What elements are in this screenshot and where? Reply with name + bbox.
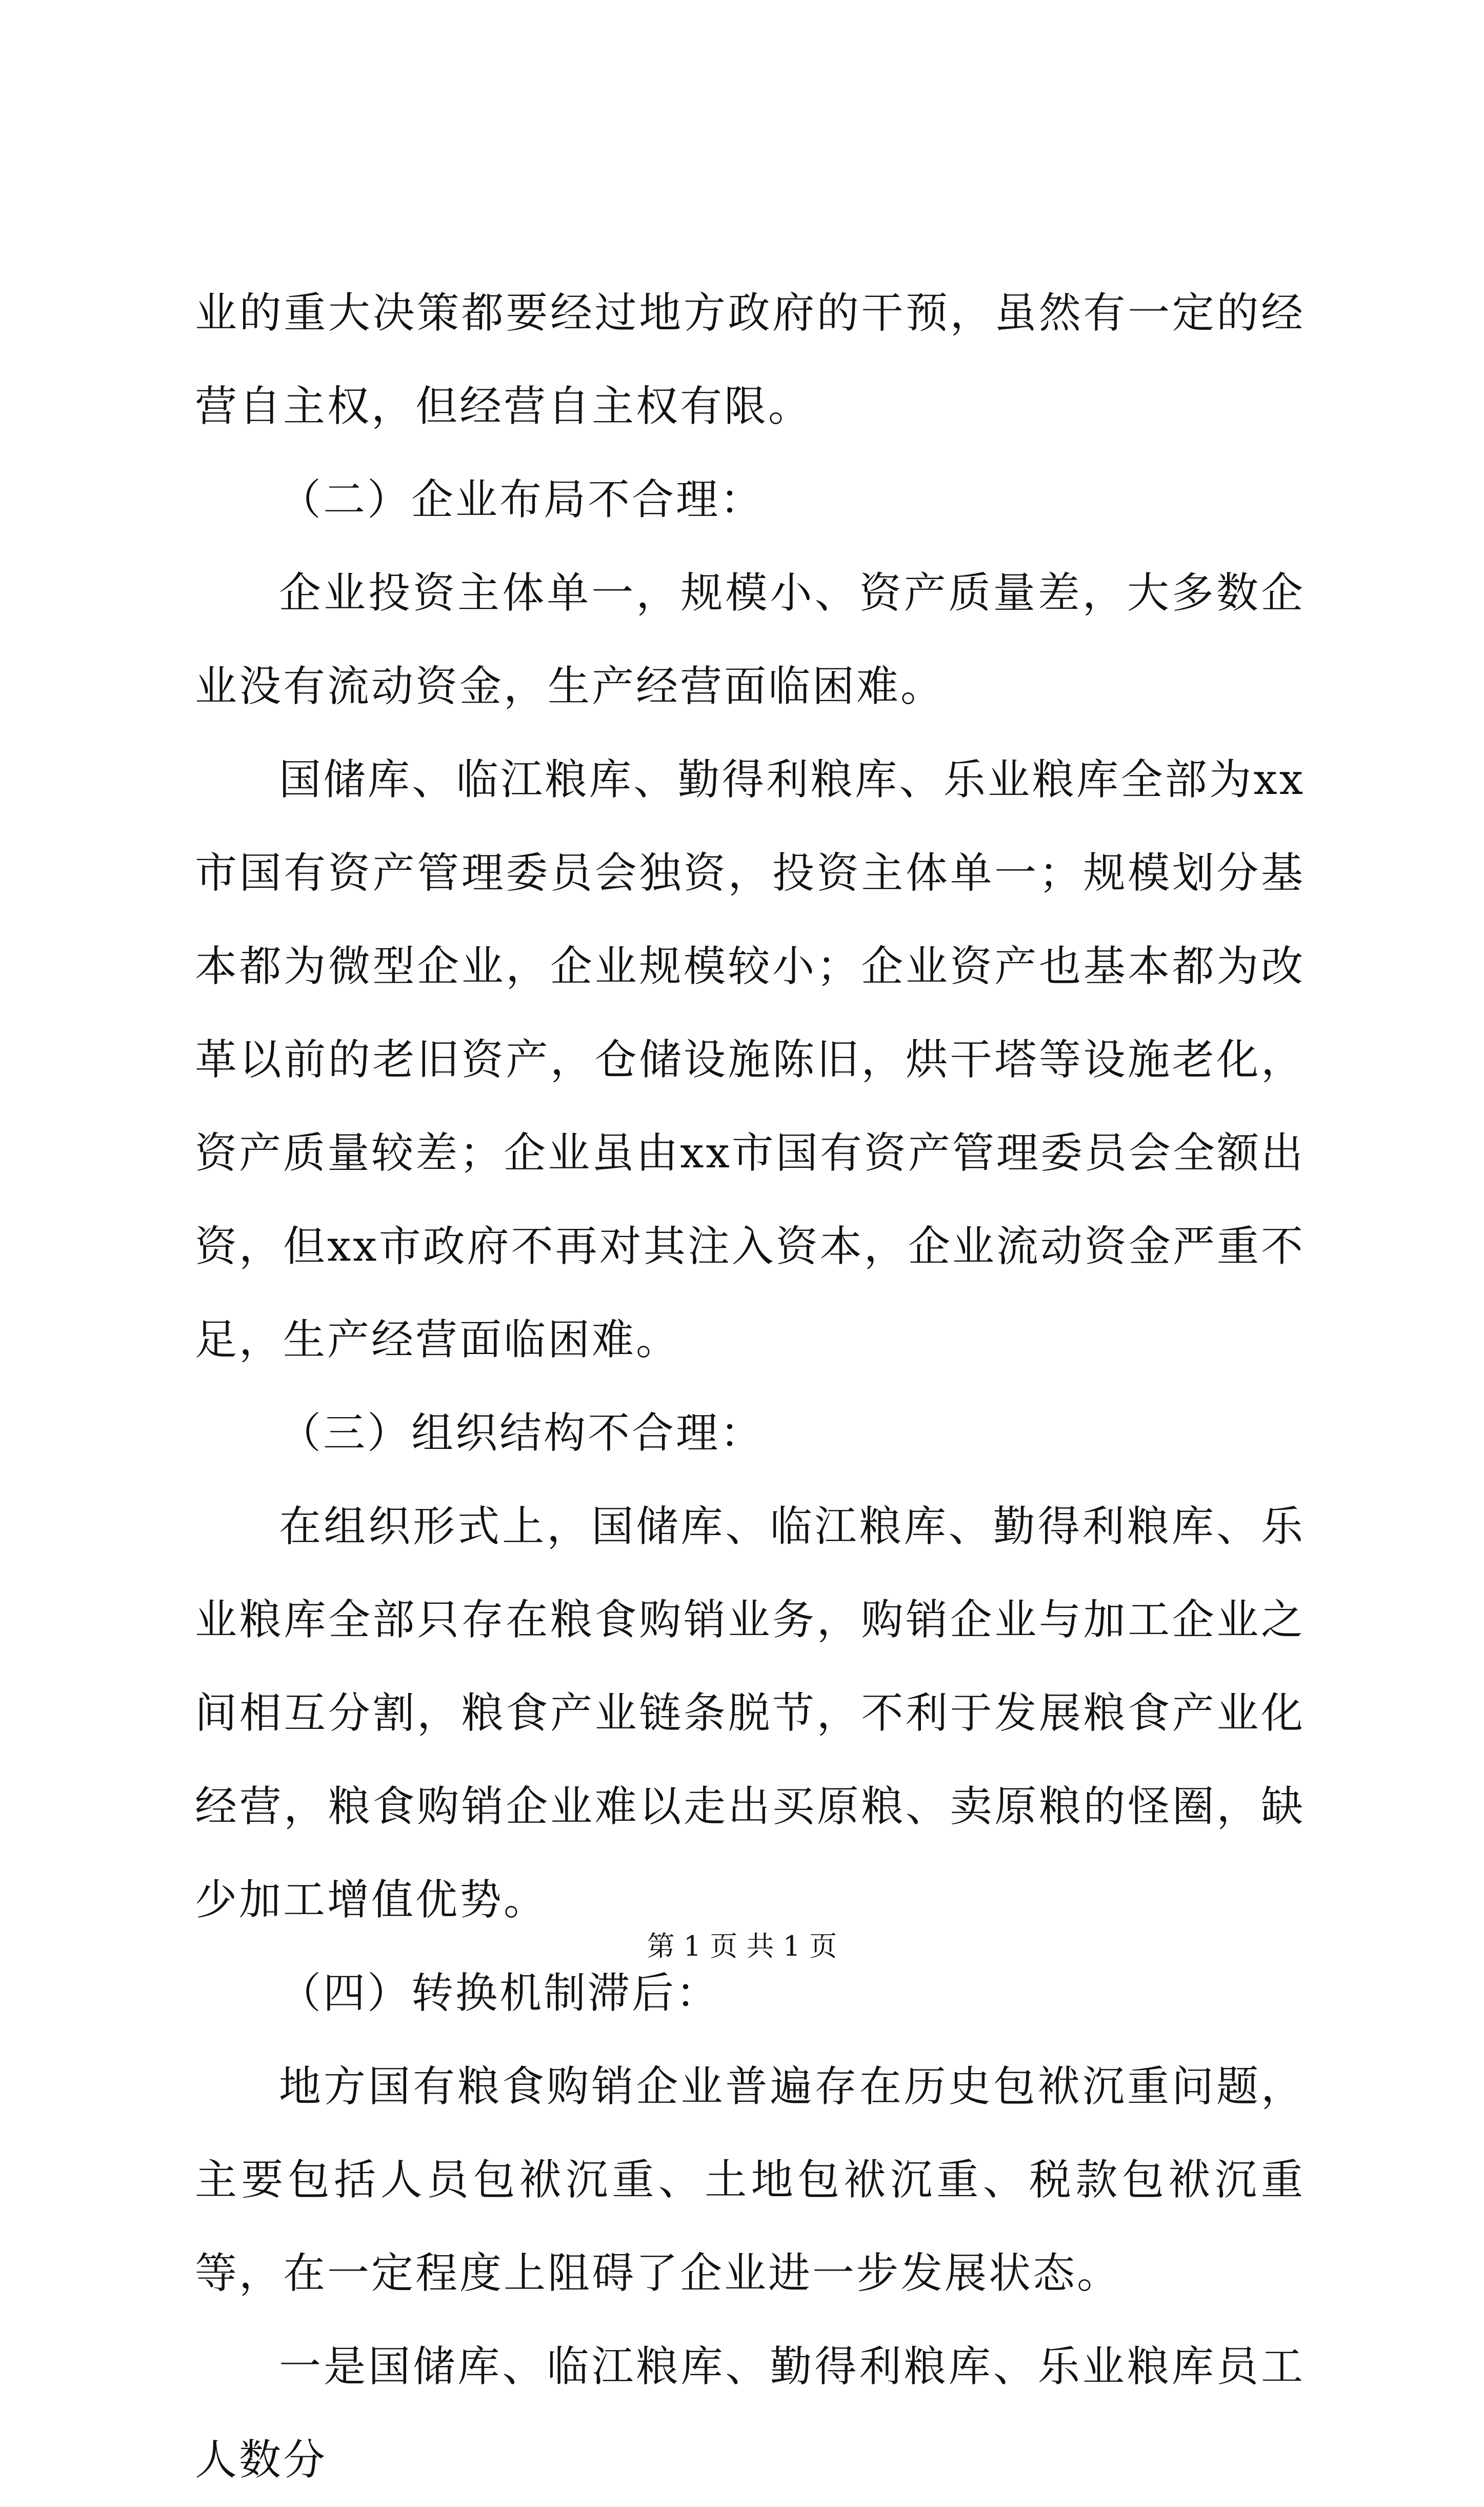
paragraph-continuation: 业的重大决策都要经过地方政府的干预，虽然有一定的经营自主权，但经营自主权有限。: [195, 289, 1305, 431]
paragraph: 企业投资主体单一，规模小、资产质量差，大多数企业没有流动资金，生产经营面临困难。: [195, 569, 1305, 711]
document-body: [195, 267, 1305, 2507]
paragraph: 一是国储库、临江粮库、勤得利粮库、乐业粮库员工人数分: [195, 2342, 1305, 2484]
section-heading-4: （四）转换机制滞后：: [279, 1969, 720, 2018]
section-heading-3: （三）组织结构不合理：: [279, 1409, 765, 1458]
paragraph: 地方国有粮食购销企业普遍存在历史包袱沉重问题，主要包括人员包袱沉重、土地包袱沉重、税款包袱沉重等，在一定程度上阻碍了企业进一步发展状态。: [195, 2062, 1305, 2298]
page-footer: 第 1 页 共 1 页: [647, 1930, 837, 1962]
paragraph: 在组织形式上，国储库、临江粮库、勤得利粮库、乐业粮库全部只存在粮食购销业务，购销企业与加工企业之间相互分割，粮食产业链条脱节，不利于发展粮食产业化经营，粮食购销企业难以走出买原粮、卖原粮的怪圈，缺少加工增值优势。: [195, 1502, 1305, 1924]
section-heading-2: （二）企业布局不合理：: [279, 475, 765, 524]
paragraph: 国储库、临江粮库、勤得利粮库、乐业粮库全部为xx市国有资产管理委员会独资，投资主体单一；规模划分基本都为微型企业，企业规模较小；企业资产也基本都为改革以前的老旧资产，仓储设施陈旧，烘干塔等设施老化，资产质量较差；企业虽由xx市国有资产管理委员会全额出资，但xx市政府不再对其注入资本，企业流动资金严重不足，生产经营面临困难。: [195, 755, 1305, 1364]
